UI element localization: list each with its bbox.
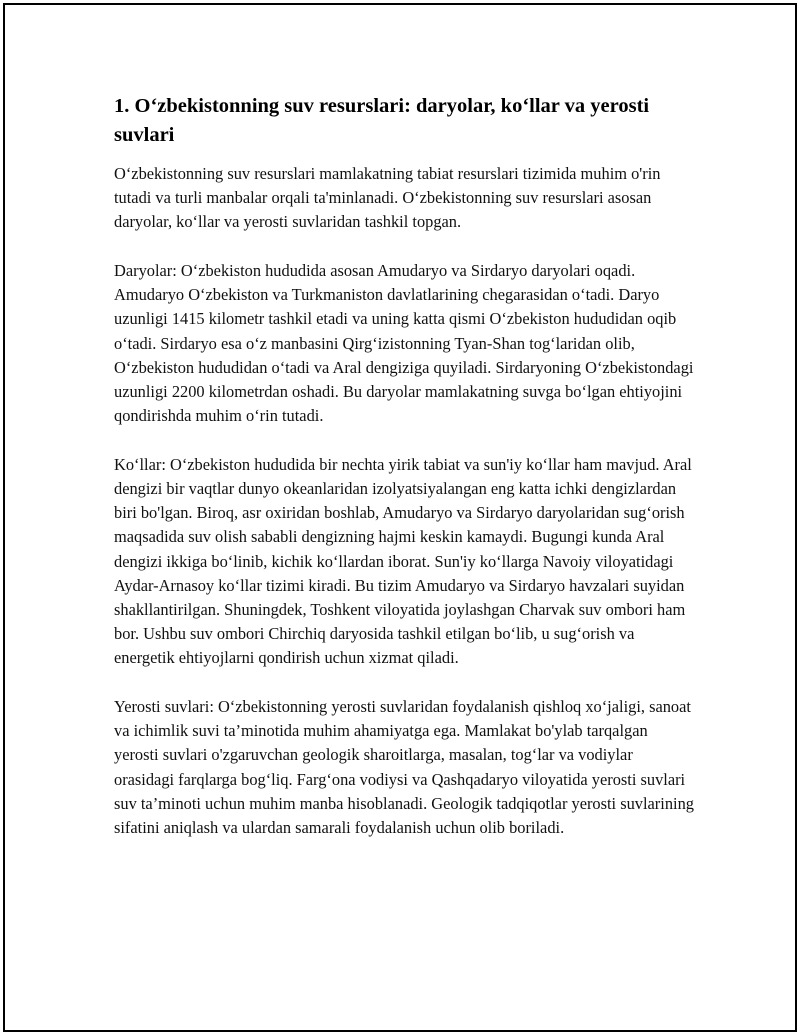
section-heading: 1. O‘zbekistonning suv resurslari: daryolar, ko‘llar va yerosti suvlari: [114, 95, 650, 146]
document-body: [114, 92, 694, 865]
paragraph-groundwater: Yerosti suvlari: O‘zbekistonning yerosti suvlaridan foydalanish qishloq xo‘jaligi, sanoat va ichimlik suvi ta’minotida muhim ahamiyatga ega. Mamlakat bo'ylab tarqalgan yerosti suvlari o'zgaruvchan geologik sharoitlarga, masalan, tog‘lar va vodiylar orasidagi farqlarga bog‘liq. Farg‘ona vodiysi va Qashqadaryo viloyatida yerosti suvlari suv ta’minoti uchun muhim manba hisoblanadi. Geologik tadqiqotlar yerosti suvlarining sifatini aniqlash va ulardan samarali foydalanish uchun olib boriladi.: [114, 697, 694, 838]
paragraph-intro: O‘zbekistonning suv resurslari mamlakatning tabiat resurslari tizimida muhim o'rin tutadi va turli manbalar orqali ta'minlanadi. O‘zbekistonning suv resurslari asosan daryolar, ko‘llar va yerosti suvlaridan tashkil topgan.: [114, 164, 661, 232]
paragraph-lakes: Ko‘llar: O‘zbekiston hududida bir nechta yirik tabiat va sun'iy ko‘llar ham mavjud. Aral dengizi bir vaqtlar dunyo okeanlaridan izolyatsiyalangan eng katta ichki dengizlardan biri bo'lgan. Biroq, asr oxiridan boshlab, Amudaryo va Sirdaryo daryolaridan sug‘orish maqsadida suv olish sababli dengizning hajmi keskin kamaydi. Bugungi kunda Aral dengizi ikkiga bo‘linib, kichik ko‘llardan iborat. Sun'iy ko‘llarga Navoiy viloyatidagi Aydar-Arnasoy ko‘llar tizimi kiradi. Bu tizim Amudaryo va Sirdaryo havzalari suyidan shakllantirilgan. Shuningdek, Toshkent viloyatida joylashgan Charvak suv ombori ham bor. Ushbu suv ombori Chirchiq daryosida tashkil etilgan bo‘lib, u sug‘orish va energetik ehtiyojlarni qondirish uchun xizmat qiladi.: [114, 454, 692, 668]
paragraph-rivers: Daryolar: O‘zbekiston hududida asosan Amudaryo va Sirdaryo daryolari oqadi. Amudaryo O‘zbekiston va Turkmaniston davlatlarining chegarasidan o‘tadi. Daryo uzunligi 1415 kilometr tashkil etadi va uning katta qismi O‘zbekiston hududidan oqib o‘tadi. Sirdaryo esa o‘z manbasini Qirg‘izistonning Tyan-Shan tog‘laridan olib, O‘zbekiston hududidan o‘tadi va Aral dengiziga quyiladi. Sirdaryoning O‘zbekistondagi uzunligi 2200 kilometrdan oshadi. Bu daryolar mamlakatning suvga bo‘lgan ehtiyojini qondirishda muhim o‘rin tutadi.: [114, 261, 694, 426]
